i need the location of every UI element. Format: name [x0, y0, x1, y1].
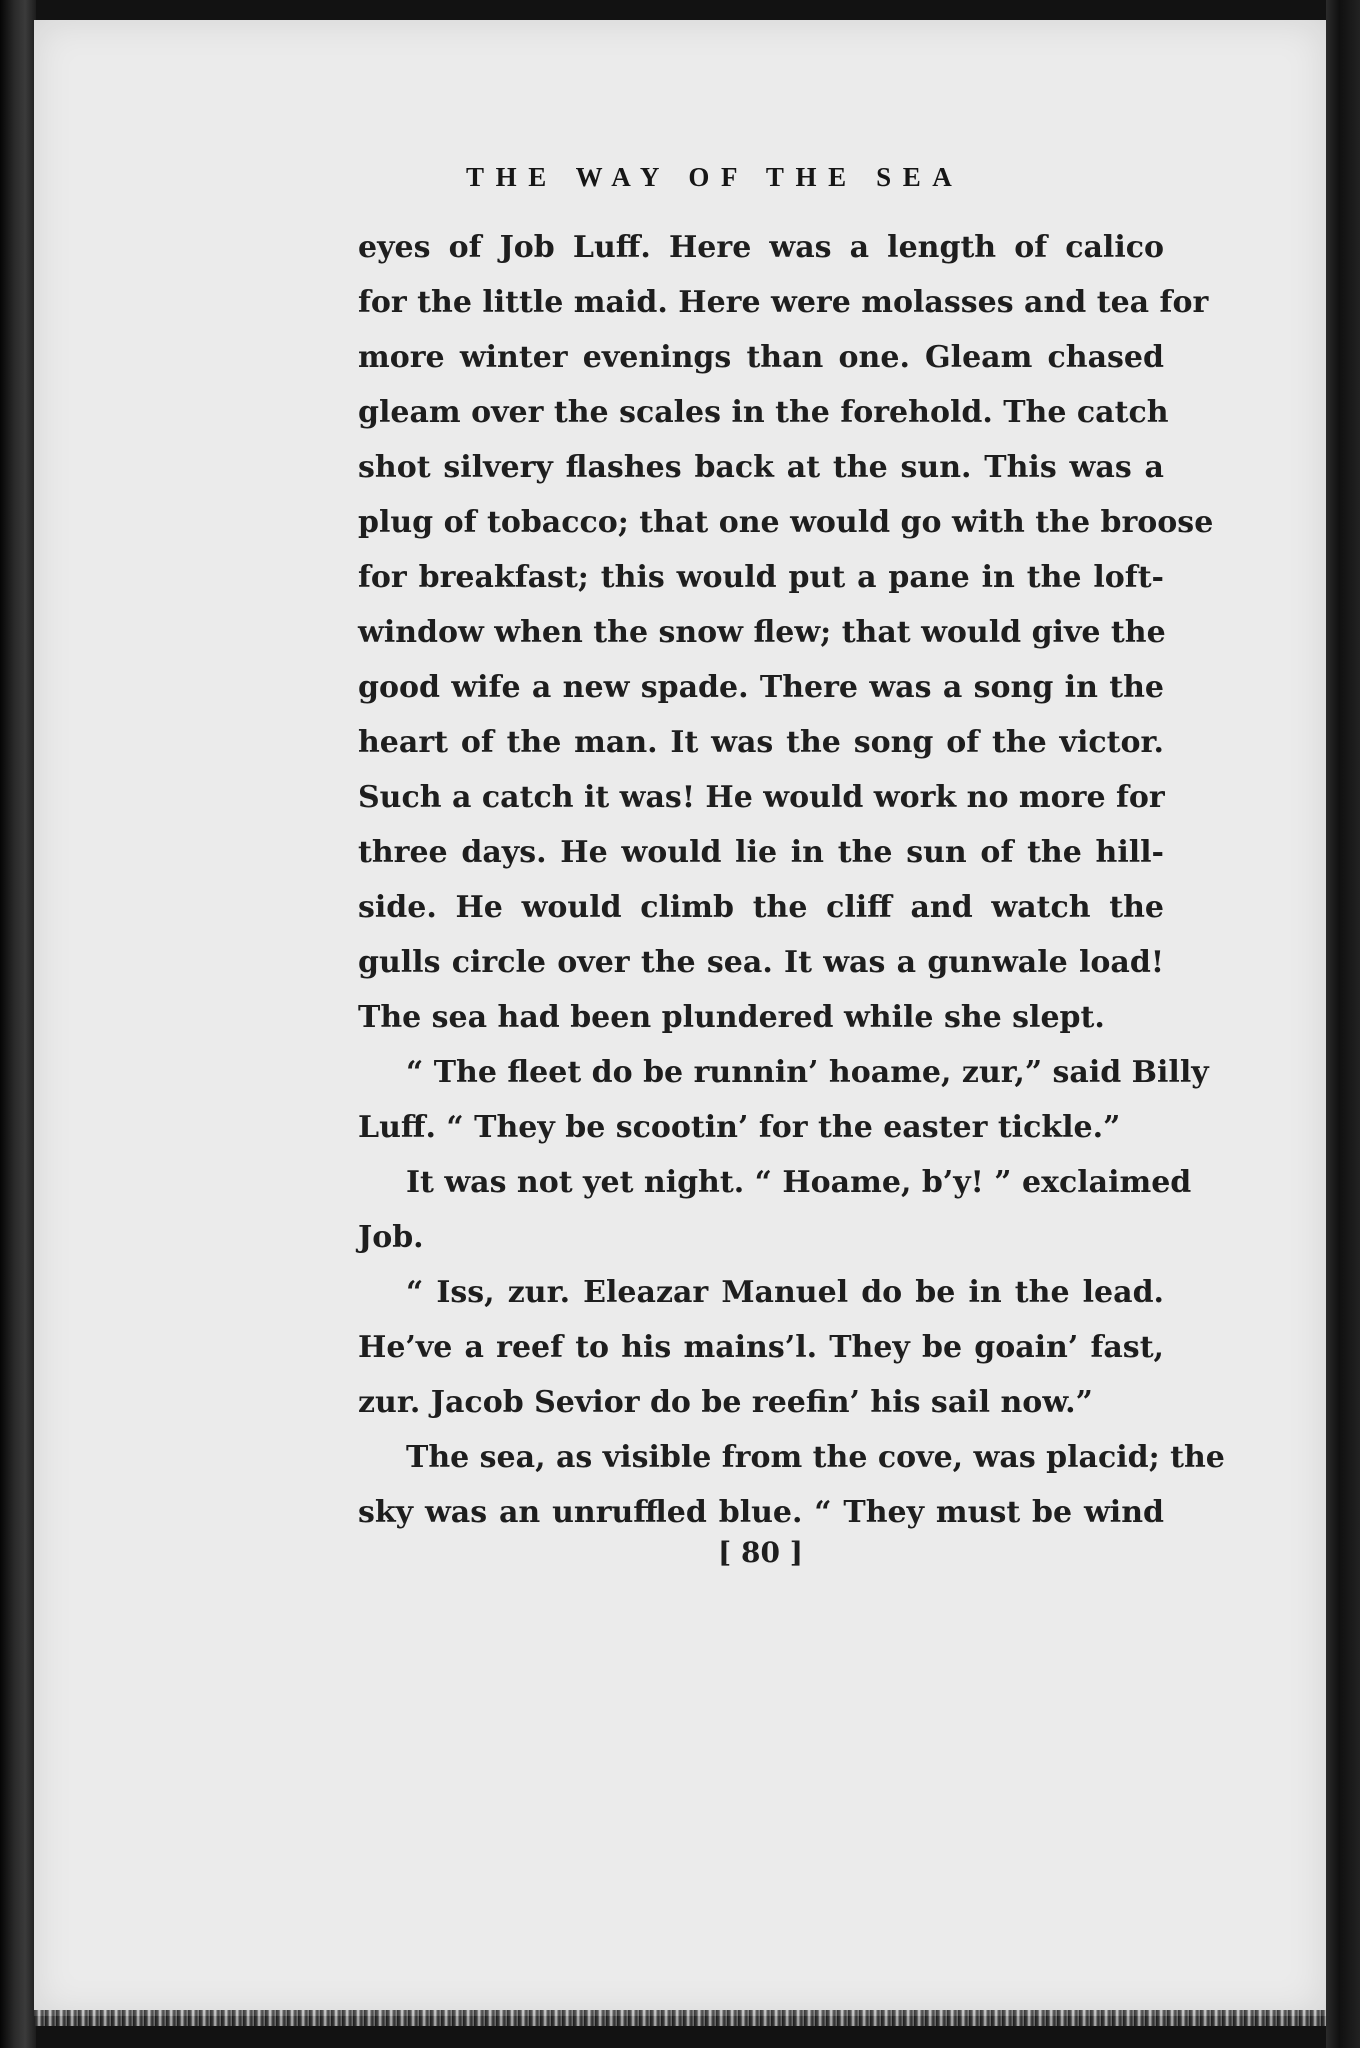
text-line: zur. Jacob Sevior do be reefin’ his sail now.” [358, 1385, 1093, 1420]
body-text [358, 220, 1225, 1540]
book-spine [0, 0, 36, 2048]
text-line: gulls circle over the sea. It was a gunwale load! [358, 945, 1164, 980]
text-line: three days. He would lie in the sun of the hill- [358, 835, 1164, 870]
text-line: The sea had been plundered while she slept. [358, 1000, 1105, 1035]
running-head: THE WAY OF THE SEA [466, 162, 964, 192]
page-number: [ 80 ] [718, 1536, 803, 1569]
text-line: The sea, as visible from the cove, was placid; the [406, 1440, 1225, 1475]
text-line: more winter evenings than one. Gleam chased [358, 340, 1164, 375]
text-line: Such a catch it was! He would work no more for [358, 780, 1165, 815]
text-line: It was not yet night. “ Hoame, b’y! ” exclaimed [406, 1165, 1192, 1200]
text-line: for the little maid. Here were molasses and tea for [358, 285, 1209, 320]
text-line: side. He would climb the cliff and watch the [358, 890, 1164, 925]
page-bottom-edge [34, 2010, 1326, 2026]
book-cover-edge [1326, 0, 1360, 2048]
text-line: sky was an unruffled blue. “ They must be wind [358, 1495, 1164, 1530]
text-line: window when the snow flew; that would give the [358, 615, 1166, 650]
text-line: He’ve a reef to his mains’l. They be goain’ fast, [358, 1330, 1164, 1365]
text-line: plug of tobacco; that one would go with the broose [358, 505, 1214, 540]
text-line: good wife a new spade. There was a song in the [358, 670, 1164, 705]
text-line: Luff. “ They be scootin’ for the easter tickle.” [358, 1110, 1121, 1145]
text-line: gleam over the scales in the forehold. The catch [358, 395, 1169, 430]
text-line: “ The fleet do be runnin’ hoame, zur,” said Billy [406, 1055, 1209, 1090]
text-line: “ Iss, zur. Eleazar Manuel do be in the lead. [406, 1275, 1164, 1310]
text-line: eyes of Job Luff. Here was a length of calico [358, 230, 1164, 265]
text-line: Job. [358, 1220, 424, 1255]
text-line: heart of the man. It was the song of the victor. [358, 725, 1164, 760]
text-line: shot silvery flashes back at the sun. This was a [358, 450, 1164, 485]
text-line: for breakfast; this would put a pane in the loft- [358, 560, 1164, 595]
